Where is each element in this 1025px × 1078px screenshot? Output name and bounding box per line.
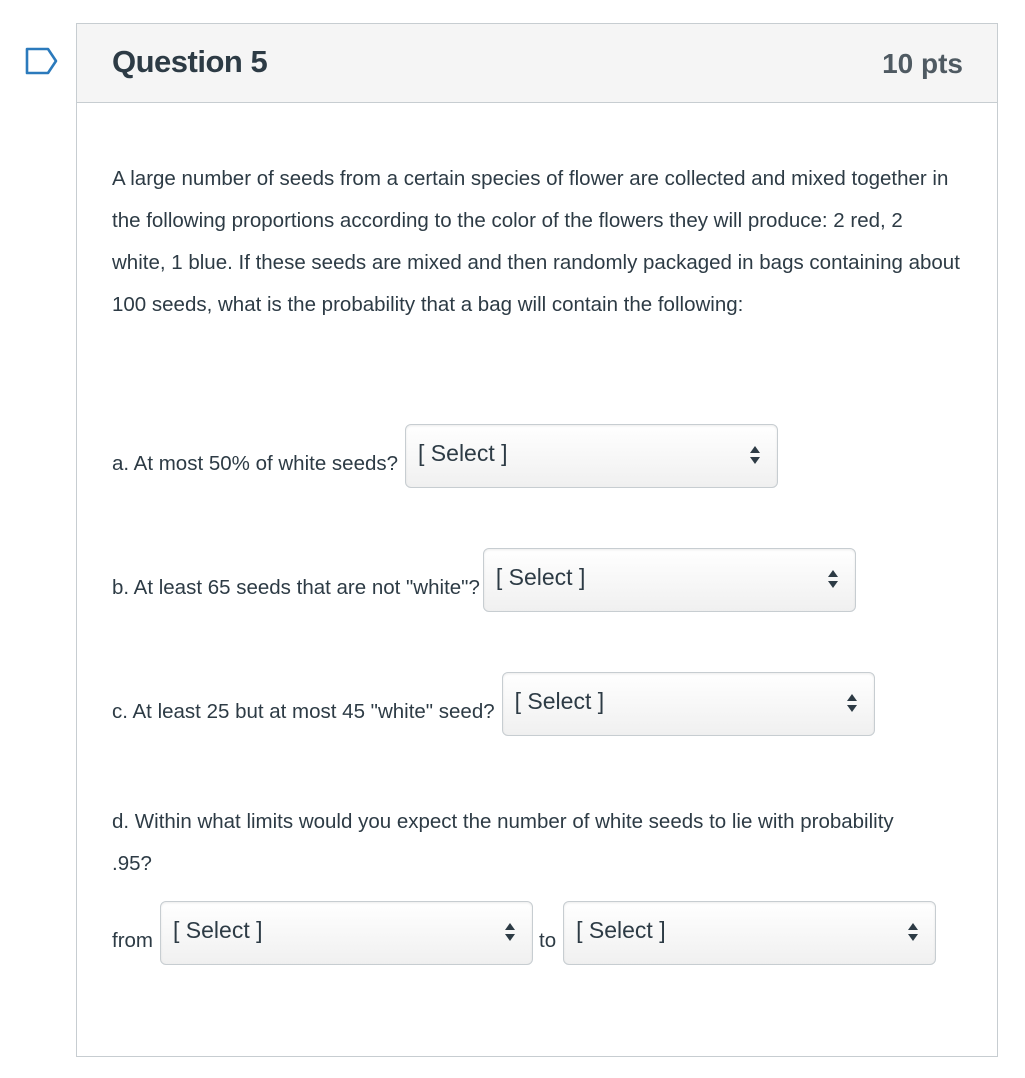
part-a bbox=[112, 424, 778, 488]
part-a-select[interactable] bbox=[405, 424, 778, 488]
question-card bbox=[76, 23, 998, 1057]
part-c bbox=[112, 672, 875, 736]
flag-question-icon[interactable] bbox=[24, 46, 60, 76]
question-prompt: A large number of seeds from a certain species of flower are collected and mixed together in the following proportions according to the color of the flowers they will produce: 2 red, 2 white, 1 blue. If these seeds are mixed and then randomly packaged in bags containing about 100 seeds, what is the probability that a bag will contain the following: bbox=[112, 167, 960, 316]
up-down-arrows-icon bbox=[846, 692, 858, 714]
up-down-arrows-icon bbox=[749, 444, 761, 466]
part-c-label: c. At least 25 but at most 45 "white" seed? bbox=[112, 700, 495, 723]
part-d-to-select[interactable] bbox=[563, 901, 936, 965]
question-points: 10 pts bbox=[882, 48, 963, 79]
part-a-label: a. At most 50% of white seeds? bbox=[112, 452, 399, 475]
part-c-select[interactable] bbox=[502, 672, 875, 736]
question-title: Question 5 bbox=[112, 44, 268, 79]
from-label: from bbox=[112, 929, 153, 952]
question-header bbox=[77, 24, 997, 103]
part-d-label: d. Within what limits would you expect the number of white seeds to lie with probability .95? bbox=[112, 810, 894, 875]
part-b-select-value: [ Select ] bbox=[495, 563, 586, 590]
up-down-arrows-icon bbox=[504, 921, 516, 943]
to-label: to bbox=[539, 929, 557, 952]
part-d-to-select-value: [ Select ] bbox=[576, 916, 666, 943]
part-b bbox=[112, 548, 856, 612]
question-text bbox=[112, 158, 962, 326]
up-down-arrows-icon bbox=[907, 921, 919, 943]
part-d-from-select[interactable] bbox=[160, 901, 533, 965]
part-c-select-value: [ Select ] bbox=[514, 687, 605, 714]
part-d-from-select-value: [ Select ] bbox=[173, 916, 263, 943]
part-b-select[interactable] bbox=[483, 548, 856, 612]
up-down-arrows-icon bbox=[827, 568, 839, 590]
part-b-label: b. At least 65 seeds that are not "white"? bbox=[112, 576, 480, 599]
part-a-select-value: [ Select ] bbox=[418, 439, 508, 466]
part-d-range bbox=[112, 901, 936, 965]
